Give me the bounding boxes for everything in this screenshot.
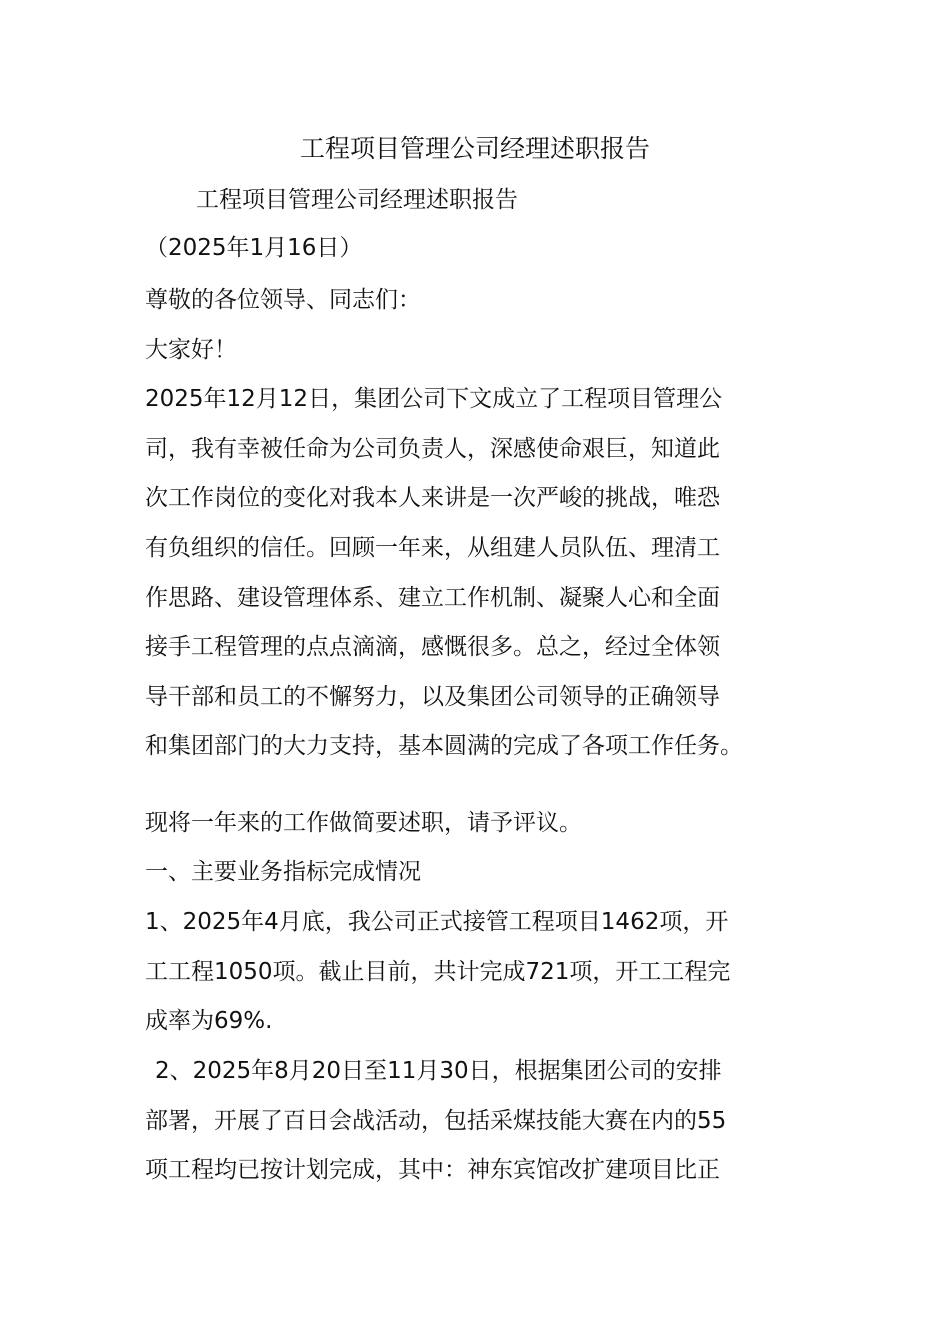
paragraph-line: 有负组织的信任。回顾一年来，从组建人员队伍、理清工 [145,535,720,561]
document-title: 工程项目管理公司经理述职报告 [299,134,650,163]
paragraph-line: 和集团部门的大力支持，基本圆满的完成了各项工作任务。 [145,733,743,759]
document-date: （2025年1月16日） [145,235,363,261]
list-item-line: 工工程1050项。截止目前，共计完成721项，开工工程完 [145,959,731,985]
paragraph-line: 作思路、建设管理体系、建立工作机制、凝聚人心和全面 [145,585,720,611]
list-item-line: 2、2025年8月20日至11月30日，根据集团公司的安排 [155,1058,722,1084]
paragraph-line: 导干部和员工的不懈努力，以及集团公司领导的正确领导 [145,684,720,710]
list-item-line: 成率为69%. [145,1008,273,1034]
list-item-line: 部署，开展了百日会战活动，包括采煤技能大赛在内的55 [145,1108,727,1134]
paragraph-line: 司，我有幸被任命为公司负责人，深感使命艰巨，知道此 [145,436,720,462]
greeting: 大家好！ [145,337,237,363]
paragraph-line: 接手工程管理的点点滴滴，感慨很多。总之，经过全体领 [145,634,720,660]
salutation: 尊敬的各位领导、同志们： [145,287,421,313]
section-heading: 一、主要业务指标完成情况 [145,859,421,885]
paragraph-line: 2025年12月12日，集团公司下文成立了工程项目管理公 [145,386,723,412]
paragraph-2: 现将一年来的工作做简要述职，请予评议。 [145,810,582,836]
document-subtitle: 工程项目管理公司经理述职报告 [196,187,518,213]
paragraph-line: 次工作岗位的变化对我本人来讲是一次严峻的挑战，唯恐 [145,485,720,511]
list-item-line: 1、2025年4月底，我公司正式接管工程项目1462项，开 [145,909,729,935]
list-item-line: 项工程均已按计划完成，其中：神东宾馆改扩建项目比正 [145,1157,720,1183]
